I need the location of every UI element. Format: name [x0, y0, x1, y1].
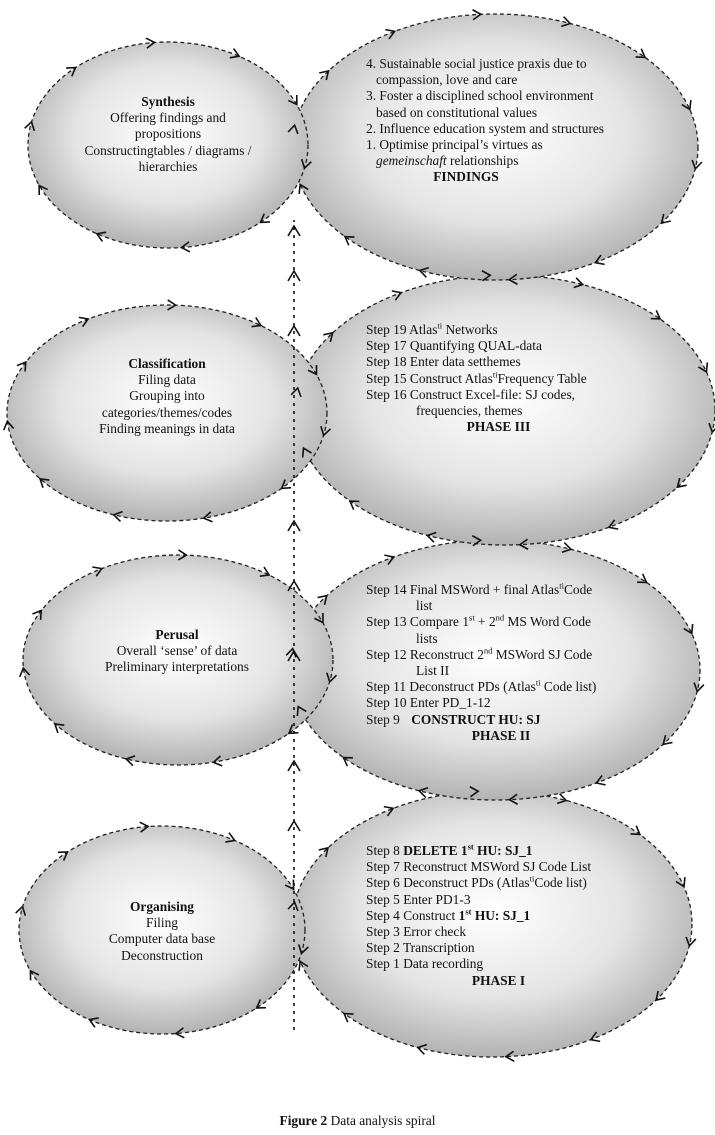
step-19: Step 19 Atlas$^{ti}$ Networks [366, 320, 498, 337]
step-6: Step 6 Deconstruct PDs (Atlas$^{ti}$Code list) [366, 873, 587, 891]
classification-heading: Classification [128, 356, 206, 371]
classification-line: categories/themes/codes [101, 404, 233, 420]
finding-3-cont: based on constitutional values [376, 104, 538, 120]
findings-text [366, 56, 666, 186]
phase2-title: PHASE II [471, 727, 531, 743]
step-4: Step 4 Construct 1st HU: SJ_1 [366, 906, 531, 923]
synthesis-heading: Synthesis [141, 94, 195, 109]
classification-line: Grouping into [129, 388, 205, 404]
finding-1: 1. Optimise principal’s virtues as [366, 137, 543, 153]
step-8: Step 8 DELETE 1st HU: SJ_1 [366, 841, 533, 858]
step-13-cont: lists [416, 630, 438, 646]
step-15: Step 15 Construct Atlas$^{ti}$Frequency Table [366, 369, 587, 386]
finding-4: 4. Sustainable social justice praxis due to [366, 56, 587, 71]
step-1: Step 1 Data recording [366, 956, 484, 972]
step-17: Step 17 Quantifying QUAL-data [366, 338, 542, 354]
perusal-line: Preliminary interpretations [105, 659, 249, 675]
finding-3: 3. Foster a disciplined school environment [366, 88, 594, 104]
step-16: Step 16 Construct Excel-file: SJ codes, [366, 386, 576, 402]
organising-line: Deconstruction [121, 947, 203, 963]
figure-label: Figure 2 [279, 1113, 328, 1128]
figure-caption-text: Data analysis spiral [330, 1113, 436, 1128]
organising-line: Computer data base [108, 931, 216, 947]
synthesis-line: Offering findings and [110, 110, 226, 126]
step-9: Step 9 CONSTRUCT HU: SJ [366, 711, 541, 727]
organising-heading: Organising [130, 899, 194, 914]
organising-line: Filing [146, 915, 178, 931]
step-13: Step 13 Compare 1st + 2nd MS Word Code [366, 612, 591, 630]
classification-line: Finding meanings in data [99, 420, 235, 436]
step-3: Step 3 Error check [366, 924, 467, 940]
finding-2: 2. Influence education system and structures [366, 120, 604, 136]
perusal-line: Overall ‘sense’ of data [116, 643, 238, 659]
phase1-text [366, 843, 676, 989]
finding-1-cont [366, 153, 666, 169]
classification-line: Filing data [138, 372, 196, 388]
synthesis-line: propositions [134, 126, 202, 142]
step-7: Step 7 Reconstruct MSWord SJ Code List [366, 859, 592, 875]
organising-text [42, 899, 282, 964]
phase3-text [366, 322, 666, 435]
step-14-cont: list [416, 598, 433, 614]
synthesis-line: Constructingtables / diagrams / [84, 142, 252, 158]
classification-text [42, 356, 292, 437]
step-2: Step 2 Transcription [366, 940, 475, 956]
step-12: Step 12 Reconstruct 2nd MSWord SJ Code [366, 645, 593, 662]
figure-caption [0, 1113, 715, 1129]
step-18: Step 18 Enter data setthemes [366, 354, 521, 370]
phase3-title: PHASE III [466, 419, 531, 435]
phase1-title: PHASE I [471, 972, 526, 988]
finding-1-rest: relationships [446, 153, 519, 169]
synthesis-line: hierarchies [138, 158, 198, 174]
synthesis-text [48, 94, 288, 175]
step-12-cont: List II [416, 663, 450, 679]
finding-4-cont: compassion, love and care [376, 72, 518, 88]
phase2-text [366, 582, 676, 744]
step-14: Step 14 Final MSWord + final Atlas$^{ti}$Code [366, 580, 593, 597]
perusal-heading: Perusal [155, 627, 199, 642]
step-11: Step 11 Deconstruct PDs (Atlas$^{ti}$ Code list) [366, 677, 597, 695]
step-16-cont: frequencies, themes [416, 403, 523, 419]
step-10: Step 10 Enter PD_1-12 [366, 695, 491, 711]
gemeinschaft-term: gemeinschaft [376, 153, 447, 169]
step-5: Step 5 Enter PD1-3 [366, 891, 471, 907]
perusal-text [52, 627, 302, 676]
findings-title: FINDINGS [433, 169, 499, 185]
